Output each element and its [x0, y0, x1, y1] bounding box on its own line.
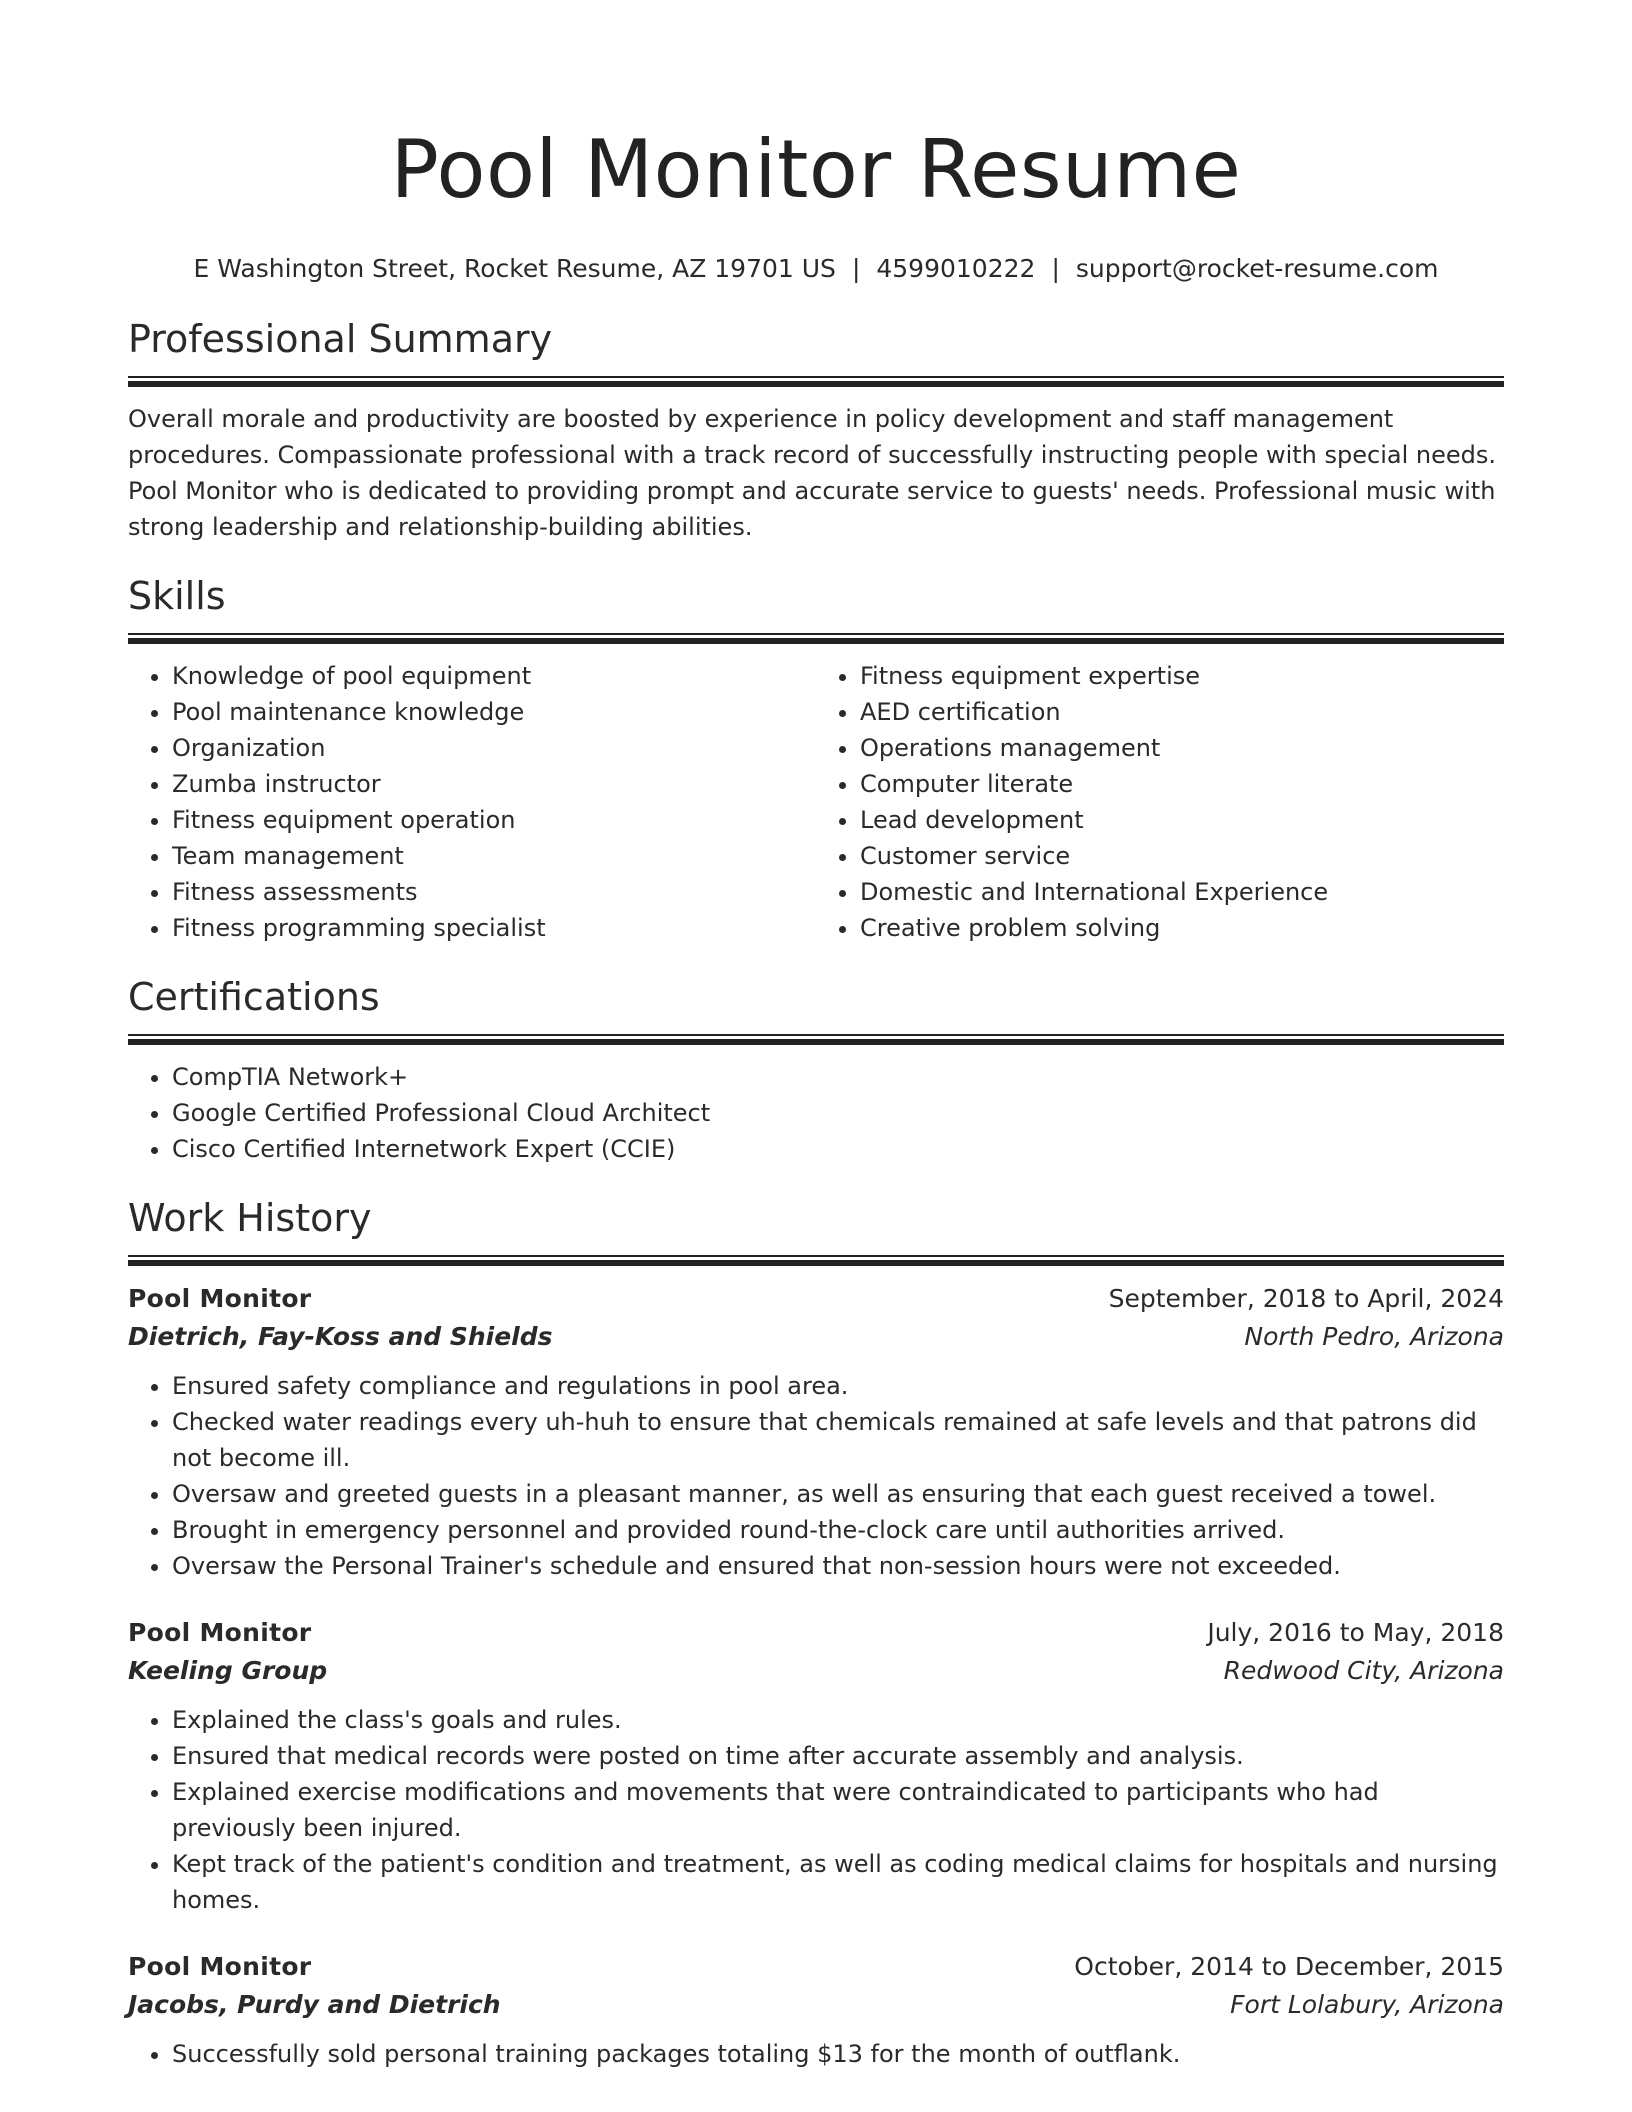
skill-item: • Operations management: [860, 730, 1504, 766]
certification-item: • CompTIA Network+: [172, 1059, 1504, 1095]
job-bullets: [128, 2036, 1504, 2072]
certifications-section: [128, 972, 1504, 1167]
job-bullet: • Successfully sold personal training packages totaling $13 for the month of outflank.: [172, 2036, 1504, 2072]
job-entry: [128, 1948, 1504, 2072]
job-location: North Pedro, Arizona: [1244, 1322, 1504, 1351]
skills-section: [128, 571, 1504, 946]
job-bullet: • Oversaw the Personal Trainer's schedule and ensured that non-session hours were not exceeded.: [172, 1548, 1504, 1584]
job-bullet: • Explained the class's goals and rules.: [172, 1702, 1504, 1738]
job-bullet: • Explained exercise modifications and movements that were contraindicated to participants who had previously been injured.: [172, 1774, 1504, 1846]
job-dates: October, 2014 to December, 2015: [1074, 1952, 1504, 1981]
skill-item: • AED certification: [860, 694, 1504, 730]
job-bullet: • Oversaw and greeted guests in a pleasant manner, as well as ensuring that each guest received a towel.: [172, 1476, 1504, 1512]
summary-text: Overall morale and productivity are boosted by experience in policy development and staff management procedures. Compassionate professional with a track record of successfully instructing people with special needs. Pool Monitor who is dedicated to providing prompt and accurate service to guests' needs. Professional music with strong leadership and relationship-building abilities.: [128, 405, 1496, 541]
certification-item: • Cisco Certified Internetwork Expert (CCIE): [172, 1131, 1504, 1167]
certifications-list: [128, 1059, 1504, 1167]
job-bullet: • Ensured safety compliance and regulations in pool area.: [172, 1368, 1504, 1404]
section-divider: [128, 1034, 1504, 1045]
contact-line: [128, 252, 1504, 286]
contact-separator: |: [851, 254, 861, 283]
section-divider: [128, 1255, 1504, 1266]
skill-item: • Fitness assessments: [172, 874, 816, 910]
job-company: Keeling Group: [128, 1656, 328, 1685]
job-bullet: • Ensured that medical records were posted on time after accurate assembly and analysis.: [172, 1738, 1504, 1774]
skill-item: • Zumba instructor: [172, 766, 816, 802]
skills-list-right: [816, 658, 1504, 946]
skills-columns: [128, 658, 1504, 946]
job-title: Pool Monitor: [128, 1952, 312, 1981]
job-bullet: • Kept track of the patient's condition and treatment, as well as coding medical claims for hospitals and nursing homes.: [172, 1846, 1504, 1918]
job-entry: [128, 1614, 1504, 1918]
job-bullets: [128, 1702, 1504, 1918]
work-history-section: [128, 1193, 1504, 2072]
resume-title: Pool Monitor Resume: [390, 123, 1242, 216]
job-bullet: • Brought in emergency personnel and provided round-the-clock care until authorities arrived.: [172, 1512, 1504, 1548]
skill-item: • Pool maintenance knowledge: [172, 694, 816, 730]
contact-email: support@rocket-resume.com: [1075, 254, 1439, 283]
skill-item: • Fitness programming specialist: [172, 910, 816, 946]
summary-heading: Professional Summary: [128, 317, 553, 361]
contact-separator: |: [1051, 254, 1060, 283]
summary-section: [128, 314, 1504, 545]
job-entry: [128, 1280, 1504, 1584]
job-title: Pool Monitor: [128, 1284, 312, 1313]
certification-item: • Google Certified Professional Cloud Architect: [172, 1095, 1504, 1131]
skill-item: • Knowledge of pool equipment: [172, 658, 816, 694]
certifications-heading: Certifications: [128, 975, 380, 1019]
job-header: [128, 1614, 1504, 1652]
contact-phone: 4599010222: [876, 254, 1036, 283]
job-bullets: [128, 1368, 1504, 1584]
skill-item: • Lead development: [860, 802, 1504, 838]
job-location: Fort Lolabury, Arizona: [1230, 1990, 1504, 2019]
skill-item: • Fitness equipment operation: [172, 802, 816, 838]
job-company: Jacobs, Purdy and Dietrich: [128, 1990, 501, 2019]
job-header: [128, 1280, 1504, 1318]
section-divider: [128, 376, 1504, 387]
job-dates: September, 2018 to April, 2024: [1108, 1284, 1504, 1313]
job-subheader: [128, 1318, 1504, 1356]
skill-item: • Customer service: [860, 838, 1504, 874]
section-divider: [128, 633, 1504, 644]
skill-item: • Domestic and International Experience: [860, 874, 1504, 910]
skill-item: • Creative problem solving: [860, 910, 1504, 946]
job-bullet: • Checked water readings every uh-huh to ensure that chemicals remained at safe levels and that patrons did not become ill.: [172, 1404, 1504, 1476]
job-location: Redwood City, Arizona: [1223, 1656, 1504, 1685]
job-title: Pool Monitor: [128, 1618, 312, 1647]
job-header: [128, 1948, 1504, 1986]
skills-heading: Skills: [128, 574, 226, 618]
skill-item: • Computer literate: [860, 766, 1504, 802]
skill-item: • Fitness equipment expertise: [860, 658, 1504, 694]
contact-address: E Washington Street, Rocket Resume, AZ 19701 US: [193, 254, 836, 283]
job-dates: July, 2016 to May, 2018: [1207, 1618, 1504, 1647]
skill-item: • Organization: [172, 730, 816, 766]
job-company: Dietrich, Fay-Koss and Shields: [128, 1322, 553, 1351]
skill-item: • Team management: [172, 838, 816, 874]
job-subheader: [128, 1652, 1504, 1690]
skills-list-left: [128, 658, 816, 946]
work-history-heading: Work History: [128, 1196, 372, 1240]
job-subheader: [128, 1986, 1504, 2024]
